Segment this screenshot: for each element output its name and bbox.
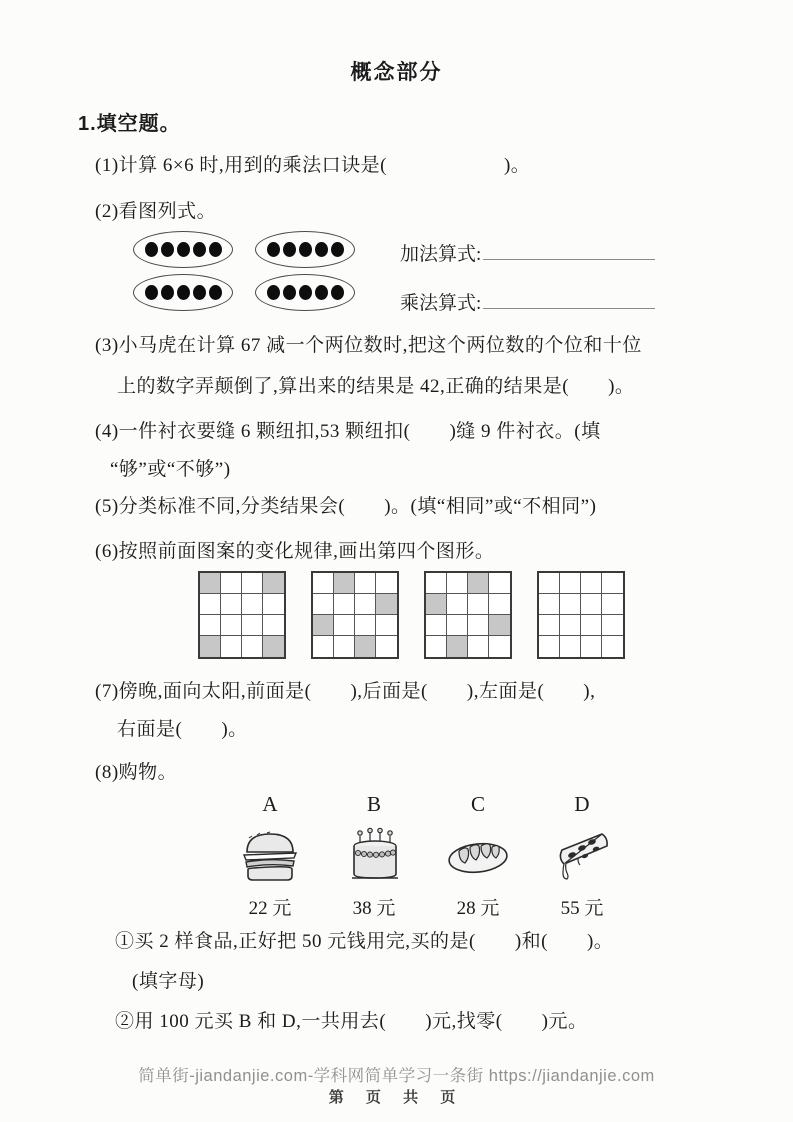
dot — [299, 242, 312, 257]
grid-cell — [200, 615, 221, 636]
grid-cell — [263, 573, 284, 594]
dot — [193, 285, 206, 300]
question-5: (5)分类标准不同,分类结果会( )。(填“相同”或“不相同”) — [95, 496, 597, 517]
pattern-grid — [424, 571, 512, 659]
grid-cell — [313, 594, 334, 615]
dot — [161, 285, 174, 300]
dot — [161, 242, 174, 257]
dot — [315, 242, 328, 257]
equation-blanks — [400, 239, 655, 337]
dot — [267, 242, 280, 257]
grid-cell — [447, 636, 468, 657]
dot — [283, 285, 296, 300]
grid-cell — [560, 573, 581, 594]
question-8-sub1-line2: (填字母) — [132, 971, 205, 992]
grid-cell — [313, 573, 334, 594]
grid-cell — [539, 594, 560, 615]
dot — [283, 242, 296, 257]
grid-cell — [426, 615, 447, 636]
shop-item-letter: B — [366, 792, 381, 816]
shop-item-a — [218, 792, 322, 920]
grid-cell — [560, 594, 581, 615]
grid-cell — [242, 636, 263, 657]
grid-cell — [560, 636, 581, 657]
addition-equation-blank — [483, 242, 655, 260]
hamburger-icon — [218, 825, 322, 887]
dot — [331, 285, 344, 300]
shop-item-c — [426, 792, 530, 920]
grid-cell — [221, 573, 242, 594]
dot-oval — [255, 274, 355, 311]
page-title: 概念部分 — [350, 61, 443, 84]
question-8-sub1-line1: ①买 2 样食品,正好把 50 元钱用完,买的是( )和( )。 — [115, 931, 614, 952]
question-4-line1: (4)一件衬衣要缝 6 颗纽扣,53 颗纽扣( )缝 9 件衬衣。(填 — [95, 421, 601, 442]
grid-cell — [263, 636, 284, 657]
grid-cell — [447, 594, 468, 615]
question-8: (8)购物。 — [95, 762, 178, 783]
dot — [177, 242, 190, 257]
dot-oval — [133, 274, 233, 311]
grid-cell — [200, 594, 221, 615]
dot — [209, 285, 222, 300]
grid-cell — [489, 636, 510, 657]
question-2: (2)看图列式。 — [95, 201, 217, 222]
grid-cell — [602, 594, 623, 615]
dot — [267, 285, 280, 300]
grid-cell — [489, 594, 510, 615]
grid-cell — [334, 615, 355, 636]
multiplication-equation-row — [400, 288, 655, 315]
pattern-grid — [198, 571, 286, 659]
shop-item-price: 38 元 — [352, 898, 396, 919]
footer-page-indicator: 第 页 共 页 — [328, 1089, 465, 1106]
grid-cell — [242, 573, 263, 594]
dot — [145, 242, 158, 257]
question-7-line1: (7)傍晚,面向太阳,前面是( ),后面是( ),左面是( ), — [95, 681, 596, 702]
grid-cell — [355, 615, 376, 636]
dot-oval — [133, 231, 233, 268]
grid-cell — [468, 636, 489, 657]
dot-oval — [255, 231, 355, 268]
grid-cell — [581, 636, 602, 657]
pattern-grid — [537, 571, 625, 659]
shop-item-price: 28 元 — [456, 898, 500, 919]
question-3-line2: 上的数字弄颠倒了,算出来的结果是 42,正确的结果是( )。 — [117, 376, 635, 397]
grid-cell — [426, 636, 447, 657]
shop-item-letter: D — [574, 792, 590, 816]
grid-cell — [581, 615, 602, 636]
shop-item-price: 22 元 — [248, 898, 292, 919]
grid-cell — [447, 573, 468, 594]
grid-cell — [355, 636, 376, 657]
dot — [193, 242, 206, 257]
grid-cell — [313, 636, 334, 657]
grid-cell — [200, 573, 221, 594]
grid-cell — [602, 573, 623, 594]
grid-cell — [489, 615, 510, 636]
shop-item-price: 55 元 — [560, 898, 604, 919]
cake-icon — [322, 825, 426, 887]
grid-cell — [539, 636, 560, 657]
pizza-icon — [530, 825, 634, 887]
question-8-sub2: ②用 100 元买 B 和 D,一共用去( )元,找零( )元。 — [115, 1011, 588, 1032]
grid-cell — [376, 573, 397, 594]
grid-cell — [242, 615, 263, 636]
grid-cell — [539, 615, 560, 636]
grid-cell — [376, 636, 397, 657]
grid-cell — [263, 615, 284, 636]
shop-item-letter: C — [470, 792, 485, 816]
dot — [299, 285, 312, 300]
grid-cell — [355, 573, 376, 594]
grid-cell — [602, 636, 623, 657]
bread-icon — [426, 825, 530, 887]
dot-ovals — [133, 231, 355, 311]
multiplication-equation-blank — [483, 291, 655, 309]
pattern-grids-row — [198, 571, 625, 659]
grid-cell — [468, 573, 489, 594]
section-heading: 1.填空题。 — [78, 113, 181, 135]
grid-cell — [468, 615, 489, 636]
multiplication-equation-label: 乘法算式: — [400, 293, 482, 314]
grid-cell — [263, 594, 284, 615]
footer-watermark: 简单街-jiandanjie.com-学科网简单学习一条街 https://jiandanjie.com — [138, 1067, 655, 1085]
grid-cell — [539, 573, 560, 594]
dot — [331, 242, 344, 257]
grid-cell — [221, 594, 242, 615]
dot — [209, 242, 222, 257]
question-3-line1: (3)小马虎在计算 67 减一个两位数时,把这个两位数的个位和十位 — [95, 335, 642, 356]
grid-cell — [355, 594, 376, 615]
question-6: (6)按照前面图案的变化规律,画出第四个图形。 — [95, 541, 495, 562]
pattern-grid — [311, 571, 399, 659]
dot — [315, 285, 328, 300]
addition-equation-label: 加法算式: — [400, 244, 482, 265]
question-4-line2: “够”或“不够”) — [110, 459, 231, 480]
grid-cell — [447, 615, 468, 636]
grid-cell — [376, 594, 397, 615]
grid-cell — [200, 636, 221, 657]
dot — [177, 285, 190, 300]
grid-cell — [426, 594, 447, 615]
question-7-line2: 右面是( )。 — [117, 719, 248, 740]
dot — [145, 285, 158, 300]
grid-cell — [334, 573, 355, 594]
grid-cell — [489, 573, 510, 594]
grid-cell — [560, 615, 581, 636]
grid-cell — [334, 636, 355, 657]
question-1: (1)计算 6×6 时,用到的乘法口诀是( )。 — [95, 155, 531, 176]
grid-cell — [581, 594, 602, 615]
grid-cell — [242, 594, 263, 615]
grid-cell — [221, 615, 242, 636]
grid-cell — [376, 615, 397, 636]
shop-item-b — [322, 792, 426, 920]
grid-cell — [602, 615, 623, 636]
addition-equation-row — [400, 239, 655, 266]
grid-cell — [581, 573, 602, 594]
shop-item-letter: A — [262, 792, 278, 816]
grid-cell — [313, 615, 334, 636]
shop-item-d — [530, 792, 634, 920]
grid-cell — [221, 636, 242, 657]
grid-cell — [468, 594, 489, 615]
grid-cell — [334, 594, 355, 615]
grid-cell — [426, 573, 447, 594]
shop-items-row — [218, 792, 634, 920]
